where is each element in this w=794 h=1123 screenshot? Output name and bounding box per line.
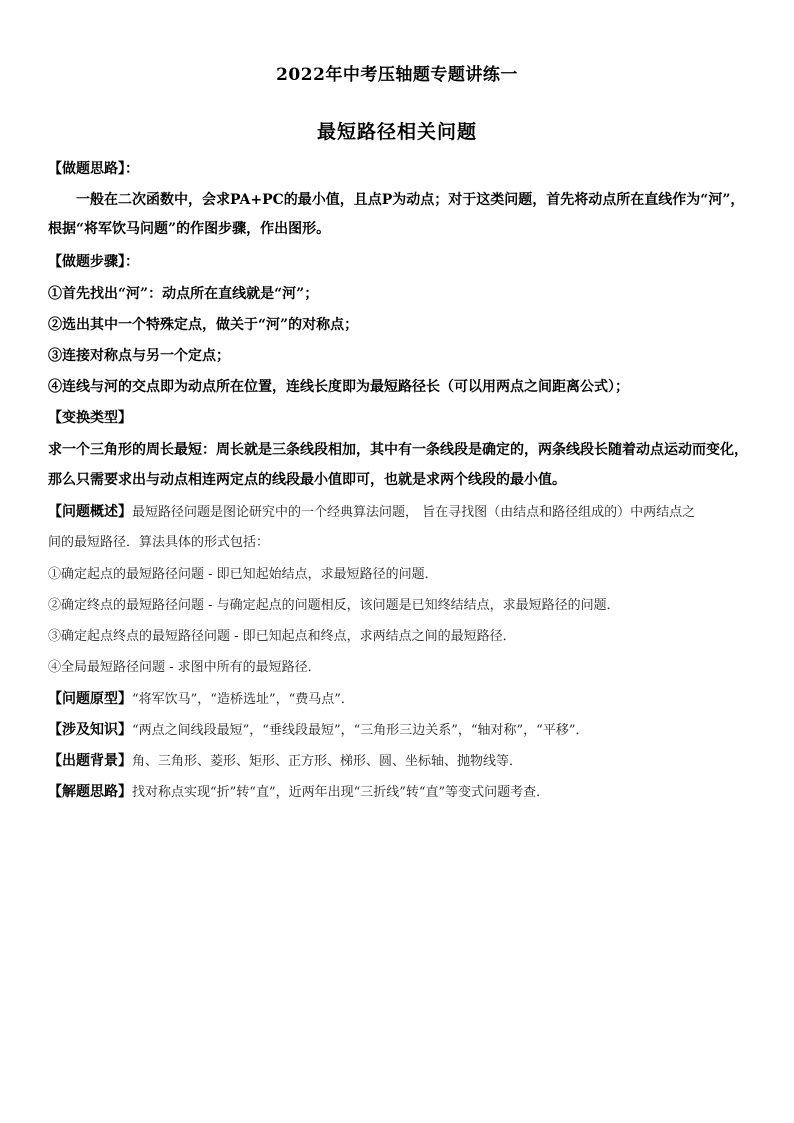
background-paragraph <box>48 751 758 772</box>
approach-heading: 【做题思路】： <box>48 161 139 177</box>
overview-label: 【问题概述】 <box>48 504 132 520</box>
prototype-label: 【问题原型】 <box>48 691 132 707</box>
form-3: ③确定起点终点的最短路径问题 - 即已知起点和终点，求两结点之间的最短路径． <box>48 629 516 644</box>
knowledge-text: “两点之间线段最短”，“垂线段最短”，“三角形三边关系”，“轴对称”，“平移”． <box>132 723 589 738</box>
overview-text-2: 间的最短路径．算法具体的形式包括： <box>48 535 270 550</box>
prototype-text: “将军饮马”，“造桥选址”，“费马点”． <box>132 692 354 707</box>
knowledge-label: 【涉及知识】 <box>48 722 132 738</box>
step-1: ①首先找出“河”：动点所在直线就是“河”； <box>48 286 319 302</box>
step-2: ②选出其中一个特殊定点，做关于“河”的对称点； <box>48 317 359 333</box>
prototype-paragraph <box>48 689 758 710</box>
step-3: ③连接对称点与另一个定点； <box>48 348 230 364</box>
background-label: 【出题背景】 <box>48 753 132 769</box>
knowledge-paragraph <box>48 720 758 741</box>
solution-paragraph <box>48 782 758 803</box>
overview-paragraph <box>48 502 758 523</box>
transform-line-1: 求一个三角形的周长最短：周长就是三条线段相加，其中有一条线段是确定的，两条线段长随着动点运动而变化， <box>48 442 748 458</box>
background-text: 角、三角形、菱形、矩形、正方形、梯形、圆、坐标轴、抛物线等． <box>132 754 523 769</box>
overview-text-1: 最短路径问题是图论研究中的一个经典算法问题， 旨在寻找图（由结点和路径组成的）中两结点之 <box>132 505 696 520</box>
form-2: ②确定终点的最短路径问题 - 与确定起点的问题相反，该问题是已知终结结点，求最短路径的问题． <box>48 598 620 613</box>
steps-heading: 【做题步骤】： <box>48 254 139 270</box>
approach-line-1: 一般在二次函数中，会求PA+PC的最小值，且点P为动点；对于这类问题，首先将动点所在直线作为“河”， <box>76 192 745 208</box>
form-4: ④全局最短路径问题 - 求图中所有的最短路径． <box>48 660 321 675</box>
solution-label: 【解题思路】 <box>48 784 132 800</box>
document-subtitle: 最短路径相关问题 <box>316 121 477 143</box>
document-title: 2022年中考压轴题专题讲练一 <box>276 65 518 85</box>
form-1: ①确定起点的最短路径问题 - 即已知起始结点，求最短路径的问题． <box>48 567 438 582</box>
approach-line-2: 根据“将军饮马问题”的作图步骤，作出图形。 <box>48 221 331 237</box>
transform-line-2: 那么只需要求出与动点相连两定点的线段最小值即可，也就是求两个线段的最小值。 <box>48 472 566 488</box>
solution-text: 找对称点实现“折”转“直”，近两年出现“三折线”转“直”等变式问题考查． <box>132 785 550 800</box>
transform-heading: 【变换类型】 <box>48 410 132 426</box>
step-4: ④连线与河的交点即为动点所在位置，连线长度即为最短路径长（可以用两点之间距离公式）； <box>48 379 629 395</box>
